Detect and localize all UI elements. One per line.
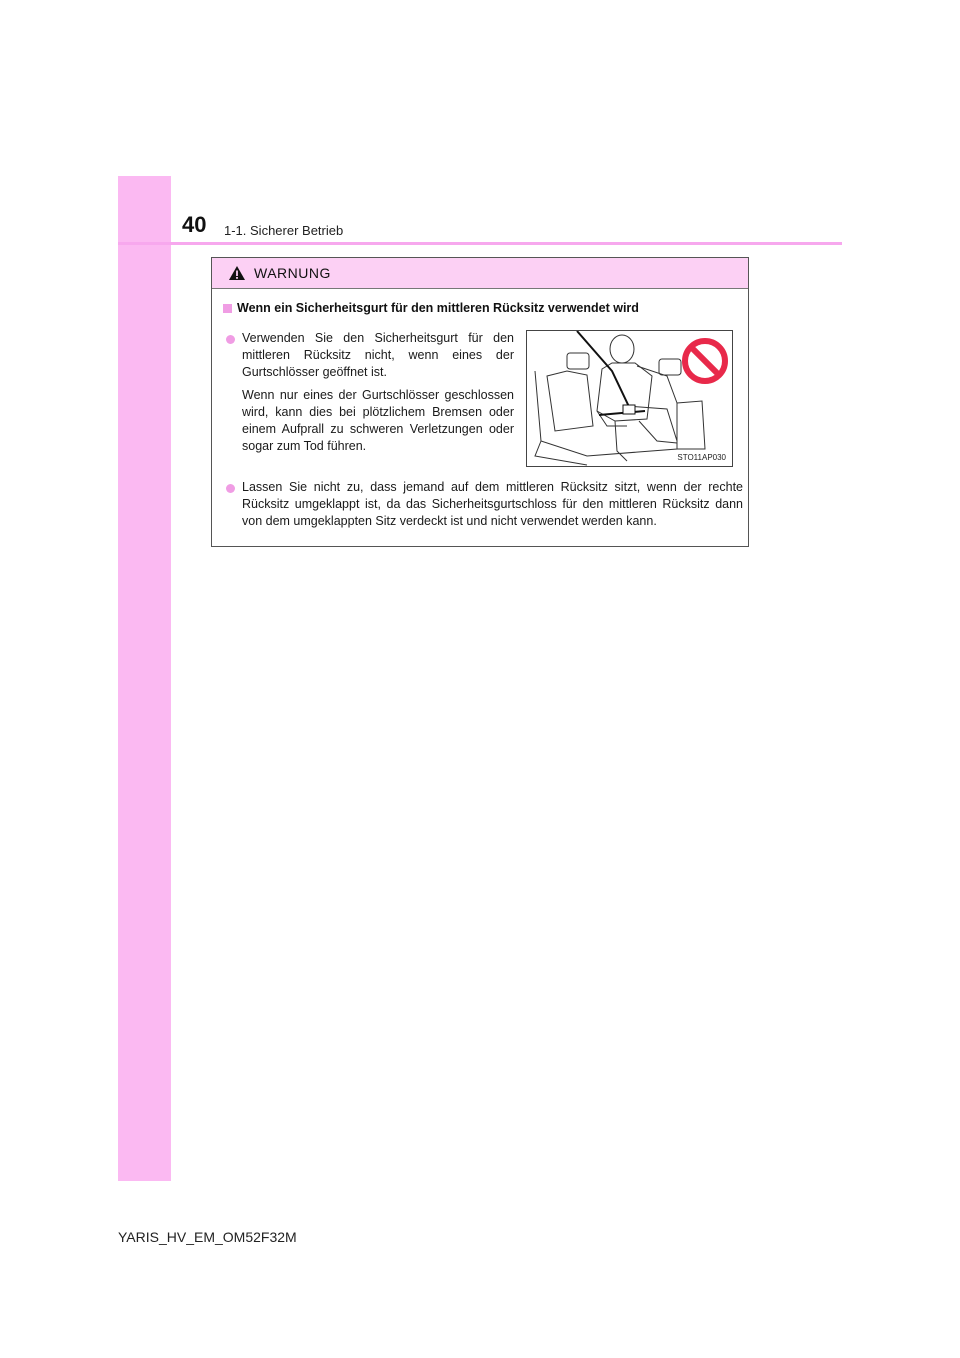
warning-header: [212, 258, 748, 289]
warning-subheading: [223, 301, 639, 315]
bullet2-text: Lassen Sie nicht zu, dass jemand auf dem mittleren Rücksitz sitzt, wenn der rechte Rücksitz umgeklappt ist, da das Sicherheitsgurtschloss für den mittleren Rücksitz dann von dem umgeklappten Sitz verdeckt ist und nicht verwendet werden kann.: [242, 480, 743, 528]
square-bullet-icon: [223, 304, 232, 313]
bullet1-followup: Wenn nur eines der Gurtschlösser geschlossen wird, kann dies bei plötzlichem Bremsen oder einem Aufprall zu schweren Verletzungen oder sogar zum Tod führen.: [242, 388, 514, 453]
warning-subheading-text: Wenn ein Sicherheitsgurt für den mittleren Rücksitz verwendet wird: [237, 301, 639, 315]
prohibited-icon: [681, 337, 729, 385]
figure-code: STO11AP030: [677, 453, 726, 462]
section-title: 1-1. Sicherer Betrieb: [224, 223, 344, 238]
header-rule: [118, 242, 842, 245]
warning-triangle-icon: [228, 265, 246, 281]
warning-title: WARNUNG: [254, 265, 331, 281]
warning-box: [211, 257, 749, 547]
footer-doc-code: YARIS_HV_EM_OM52F32M: [118, 1229, 297, 1245]
bullet-dot-icon: [226, 335, 235, 344]
side-tab-bar: [118, 176, 171, 1181]
page-number: 40: [182, 212, 207, 237]
bullet1-text: Verwenden Sie den Sicherheitsgurt für den mittleren Rücksitz nicht, wenn eines der Gurtschlösser geöffnet ist.: [242, 331, 514, 379]
bullet-dot-icon: [226, 484, 235, 493]
seatbelt-illustration: [526, 330, 733, 467]
